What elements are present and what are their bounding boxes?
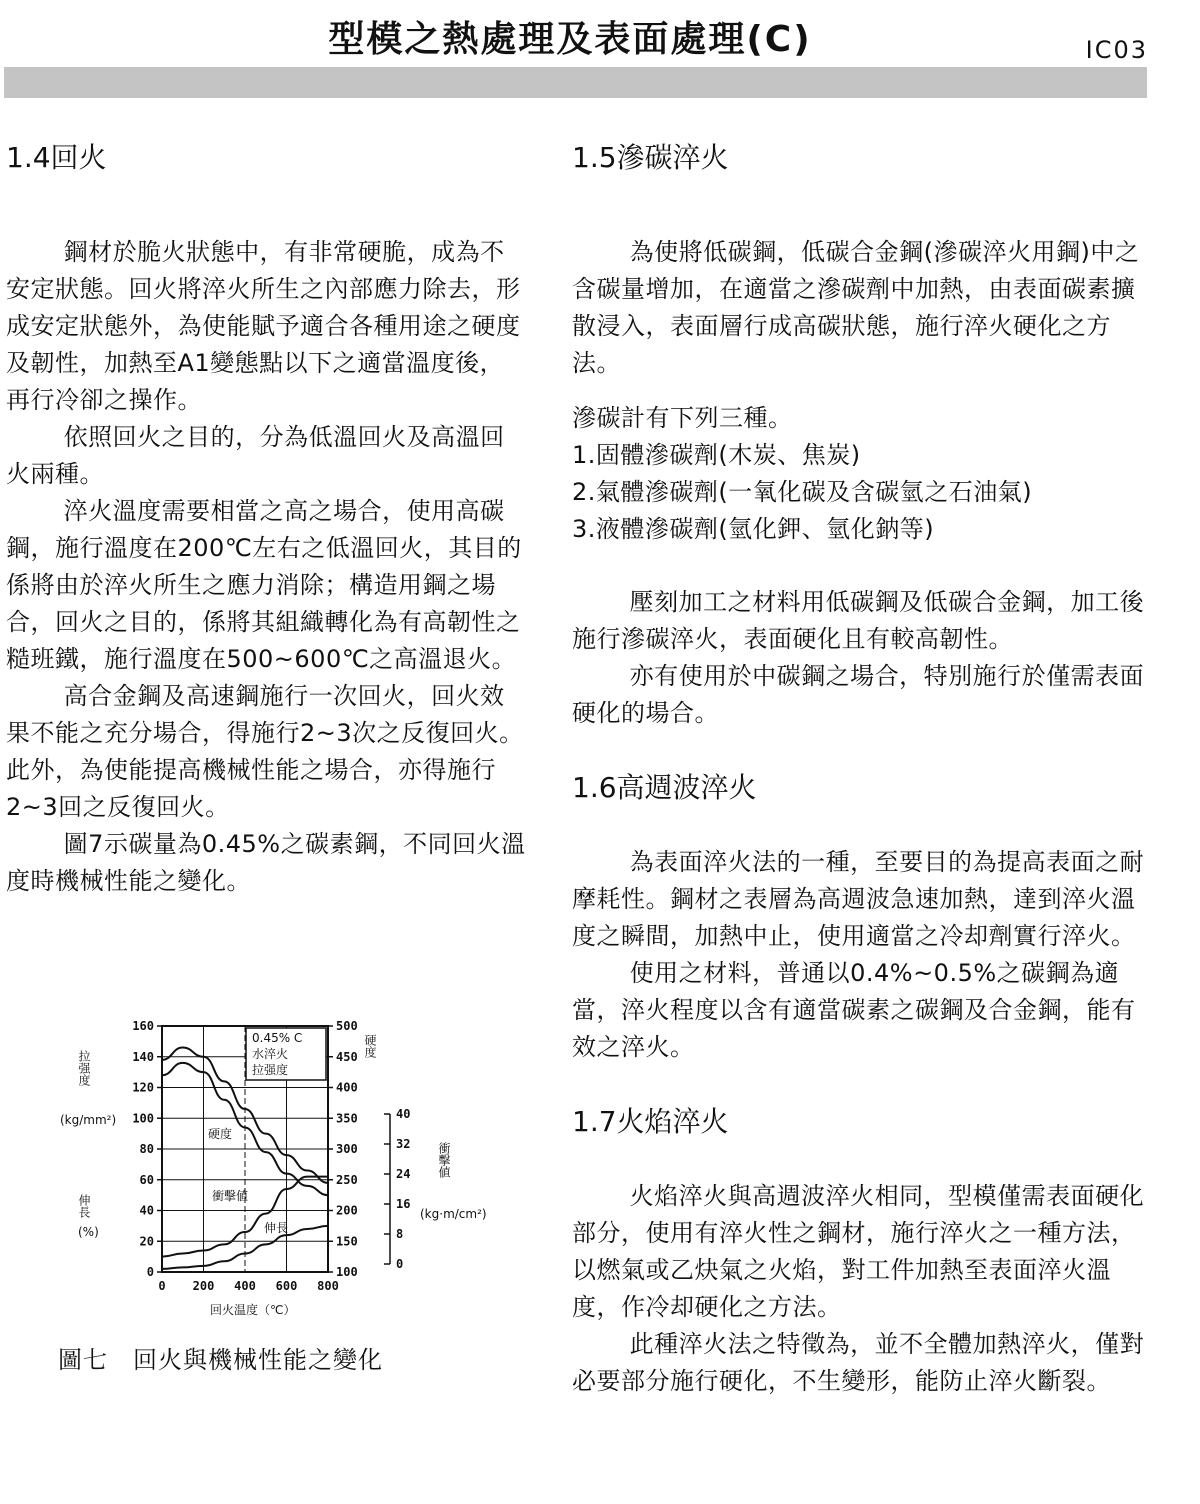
y-mid-tick-label: 450 [336, 1049, 358, 1064]
y-left-tick-label: 0 [146, 1265, 154, 1279]
page-title: 型模之熱處理及表面處理(C) [328, 19, 812, 60]
right-column [572, 138, 1148, 1400]
paragraph: 火焰淬火與高週波淬火相同，型模僅需表面硬化部分，使用有淬火性之鋼材，施行淬火之一種方法，以燃氣或乙炔氣之火焰，對工件加熱至表面淬火溫度，作冷却硬化之方法。 [572, 1182, 1145, 1321]
left-column [6, 138, 526, 900]
paragraph: 高合金鋼及高速鋼施行一次回火，回火效果不能之充分場合，得施行2~3次之反復回火。此外，為使能提高機械性能之場合，亦得施行2~3回之反復回火。 [6, 682, 524, 821]
paragraph: 此種淬火法之特徵為，並不全體加熱淬火，僅對必要部分施行硬化，不生變形，能防止淬火斷裂。 [572, 1330, 1145, 1395]
y-left-tick-label: 20 [139, 1234, 154, 1249]
list-intro: 滲碳計有下列三種。 [572, 404, 793, 432]
y-left-tick-label: 140 [132, 1049, 154, 1064]
y-mid-tick-label: 250 [336, 1172, 358, 1187]
list-item: 3.液體滲碳劑(氫化鉀、氫化鈉等) [572, 515, 935, 543]
paragraph: 壓刻加工之材料用低碳鋼及低碳合金鋼，加工後施行滲碳淬火，表面硬化且有較高韌性。 [572, 588, 1145, 653]
x-tick-label: 800 [317, 1279, 339, 1293]
paragraph: 淬火溫度需要相當之高之場合，使用高碳鋼，施行溫度在200℃左右之低溫回火，其目的係將由於淬火所生之應力消除；構造用鋼之場合，回火之目的，係將其組織轉化為有高韌性之糙班鐵，施行溫度在500~600℃之高溫退火。 [6, 497, 522, 673]
y-left-lower-label: 伸長 [77, 1194, 91, 1218]
legend-line-1: 0.45% C [252, 1031, 303, 1045]
section-title-carburizing: 1.5滲碳淬火 [572, 141, 729, 174]
y-mid-tick-label: 200 [336, 1203, 358, 1218]
paragraph: 鋼材於脆火狀態中，有非常硬脆，成為不安定狀態。回火將淬火所生之內部應力除去，形成安定狀態外，為使能賦予適合各種用途之硬度及韌性，加熱至A1變態點以下之適當溫度後，再行冷卻之操作。 [6, 238, 521, 414]
y-left-tick-label: 120 [132, 1080, 154, 1095]
paragraph: 使用之材料，普通以0.4%~0.5%之碳鋼為適當，淬火程度以含有適當碳素之碳鋼及合金鋼，能有效之淬火。 [572, 959, 1136, 1061]
x-tick-label: 0 [158, 1279, 166, 1293]
paragraph: 為表面淬火法的一種，至要目的為提高表面之耐摩耗性。鋼材之表層為高週波急速加熱，達到淬火溫度之瞬間，加熱中止，使用適當之冷却劑實行淬火。 [572, 848, 1145, 950]
tempering-chart [60, 1010, 500, 1330]
y-right-tick-label: 24 [396, 1167, 411, 1181]
page-code: IC03 [1085, 36, 1148, 64]
y-mid-tick-label: 300 [336, 1142, 358, 1156]
x-tick-label: 600 [275, 1279, 298, 1293]
section-title-flame: 1.7火焰淬火 [572, 1105, 729, 1138]
y-mid-tick-label: 100 [336, 1265, 358, 1279]
x-axis-label: 回火温度（℃） [210, 1303, 296, 1317]
y-right-tick-label: 0 [396, 1257, 404, 1271]
curve-label-elongation: 伸長 [264, 1221, 289, 1235]
y-right-label: 衝擊値 [437, 1142, 451, 1178]
y-left-tick-label: 80 [139, 1142, 154, 1156]
y-right-tick-label: 16 [396, 1197, 411, 1211]
header-bar [4, 67, 1147, 98]
y-mid-tick-label: 350 [336, 1111, 358, 1126]
x-tick-label: 400 [234, 1279, 256, 1293]
figure-caption: 圖七 回火與機械性能之變化 [58, 1346, 383, 1374]
y-mid-tick-label: 150 [336, 1234, 358, 1249]
list-item: 1.固體滲碳劑(木炭、焦炭) [572, 441, 861, 469]
y-left-unit: (kg/mm²) [60, 1113, 117, 1127]
paragraph: 為使將低碳鋼，低碳合金鋼(滲碳淬火用鋼)中之含碳量增加，在適當之滲碳劑中加熱，由表面碳素擴散浸入，表面層行成高碳狀態，施行淬火硬化之方法。 [572, 238, 1140, 377]
legend-line-2: 水淬火 [252, 1047, 289, 1061]
paragraph: 亦有使用於中碳鋼之場合，特別施行於僅需表面硬化的場合。 [572, 662, 1145, 727]
curve-label-hardness: 硬度 [208, 1127, 233, 1141]
y-right-unit: (kg·m/cm²) [420, 1207, 487, 1221]
y-right-tick-label: 32 [396, 1137, 411, 1151]
y-right-tick-label: 8 [396, 1227, 404, 1241]
x-tick-label: 200 [192, 1279, 215, 1293]
y-mid-tick-label: 400 [336, 1080, 358, 1095]
y-left-lower-unit: (%) [78, 1225, 99, 1239]
y-left-tick-label: 160 [132, 1019, 154, 1033]
y-left-tick-label: 100 [132, 1111, 154, 1126]
paragraph: 圖7示碳量為0.45%之碳素鋼，不同回火溫度時機械性能之變化。 [6, 830, 526, 895]
section-title-tempering: 1.4回火 [6, 141, 107, 174]
y-right-tick-label: 40 [396, 1107, 411, 1121]
section-title-induction: 1.6高週波淬火 [572, 771, 757, 804]
curve-label-impact: 衝擊値 [212, 1189, 249, 1203]
paragraph: 依照回火之目的，分為低溫回火及高溫回火兩種。 [6, 423, 505, 488]
y-left-label: 拉强度 [77, 1050, 91, 1086]
y-left-tick-label: 60 [139, 1172, 154, 1187]
figure-chart [60, 1010, 500, 1330]
y-left-tick-label: 40 [139, 1203, 154, 1218]
list-item: 2.氣體滲碳劑(一氧化碳及含碳氫之石油氣) [572, 478, 1033, 506]
legend-line-3: 拉强度 [252, 1063, 289, 1077]
y-mid-tick-label: 500 [336, 1019, 358, 1033]
y-mid-label: 硬度 [363, 1034, 377, 1058]
